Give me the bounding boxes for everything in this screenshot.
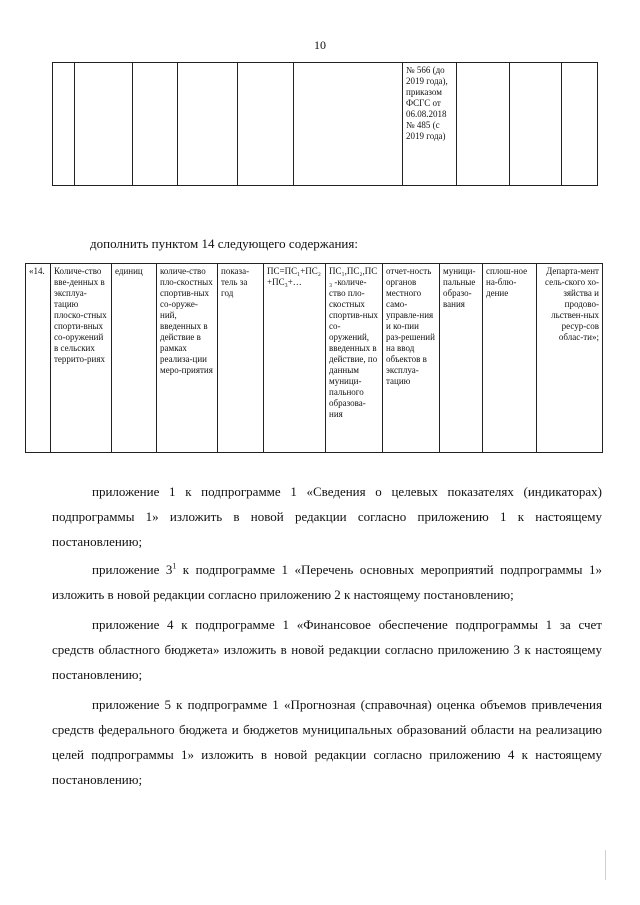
table-cell-source: № 566 (до 2019 года), приказом ФСГС от 06.08.2018 № 485 (с 2019 года) [403, 63, 457, 186]
amendment-paragraphs [52, 479, 602, 795]
table-cell [53, 63, 75, 186]
table-cell [457, 63, 510, 186]
row-number: «14. [26, 264, 51, 453]
scan-mark [605, 850, 606, 880]
data-source: отчет-ность органов местного само-управле-ния и ко-пии раз-решений на ввод объектов в эксплуа-тацию [383, 264, 440, 453]
continued-indicator-table [52, 62, 598, 186]
new-indicator-table [25, 263, 603, 453]
intro-text: дополнить пунктом 14 следующего содержания: [90, 236, 358, 251]
paragraph-appendix-1: приложение 1 к подпрограмме 1 «Сведения о целевых показателях (индикаторах) подпрограммы 1» изложить в новой редакции согласно приложению 1 к настоящему постановлению; [52, 484, 602, 549]
table-cell [178, 63, 238, 186]
paragraph-appendix-4: приложение 4 к подпрограмме 1 «Финансовое обеспечение подпрограммы 1 за счет средств областного бюджета» изложить в новой редакции согласно приложению 3 к настоящему постановлению; [52, 617, 602, 682]
table-cell [510, 63, 562, 186]
indicator-definition: количе-ство пло-скостных спортив-ных со-оруже-ний, введенных в действие в рамках реализа-ции меро-приятия [157, 264, 218, 453]
table-cell [238, 63, 294, 186]
observation-level: муници-пальные образо-вания [440, 264, 483, 453]
calculation-formula: ПС=ПС₁+ПС₂+ПС₃+… [264, 264, 326, 453]
responsible-body: Департа-мент сель-ского хо-зяйства и продово-льствен-ных ресур-сов облас-ти»; [537, 264, 603, 453]
paragraph-appendix-3-1: приложение $3^1$ к подпрограмме 1 «Перечень основных мероприятий подпрограммы 1» изложить в новой редакции согласно приложению 2 к настоящему постановлению; [52, 561, 603, 602]
table-cell [562, 63, 598, 186]
indicator-name: Количе-ство вве-денных в эксплуа-тацию плоско-стных спорти-вных со-оружений в сельских террито-риях [51, 264, 112, 453]
table-cell [294, 63, 403, 186]
page-number: 10 [314, 38, 326, 52]
table-cell [133, 63, 178, 186]
periodicity: показа-тель за год [218, 264, 264, 453]
paragraph-appendix-5: приложение 5 к подпрограмме 1 «Прогнозная (справочная) оценка объемов привлечения средств федерального бюджета и бюджетов муниципальных образований области на реализацию целей подпрограммы 1» изложить в новой редакции согласно приложению 4 к настоящему постановлению; [52, 697, 602, 787]
unit-of-measure: единиц [112, 264, 157, 453]
table-cell [75, 63, 133, 186]
table-row [53, 63, 598, 186]
formula-components: ПС₁,ПС₂,ПС₃ -количе-ство пло-скостных спортив-ных со-оружений, введенных в действие, по данным муници-пального образова-ния [326, 264, 383, 453]
observation-method: сплош-ное на-блю-дение [483, 264, 537, 453]
table-row [26, 264, 603, 453]
